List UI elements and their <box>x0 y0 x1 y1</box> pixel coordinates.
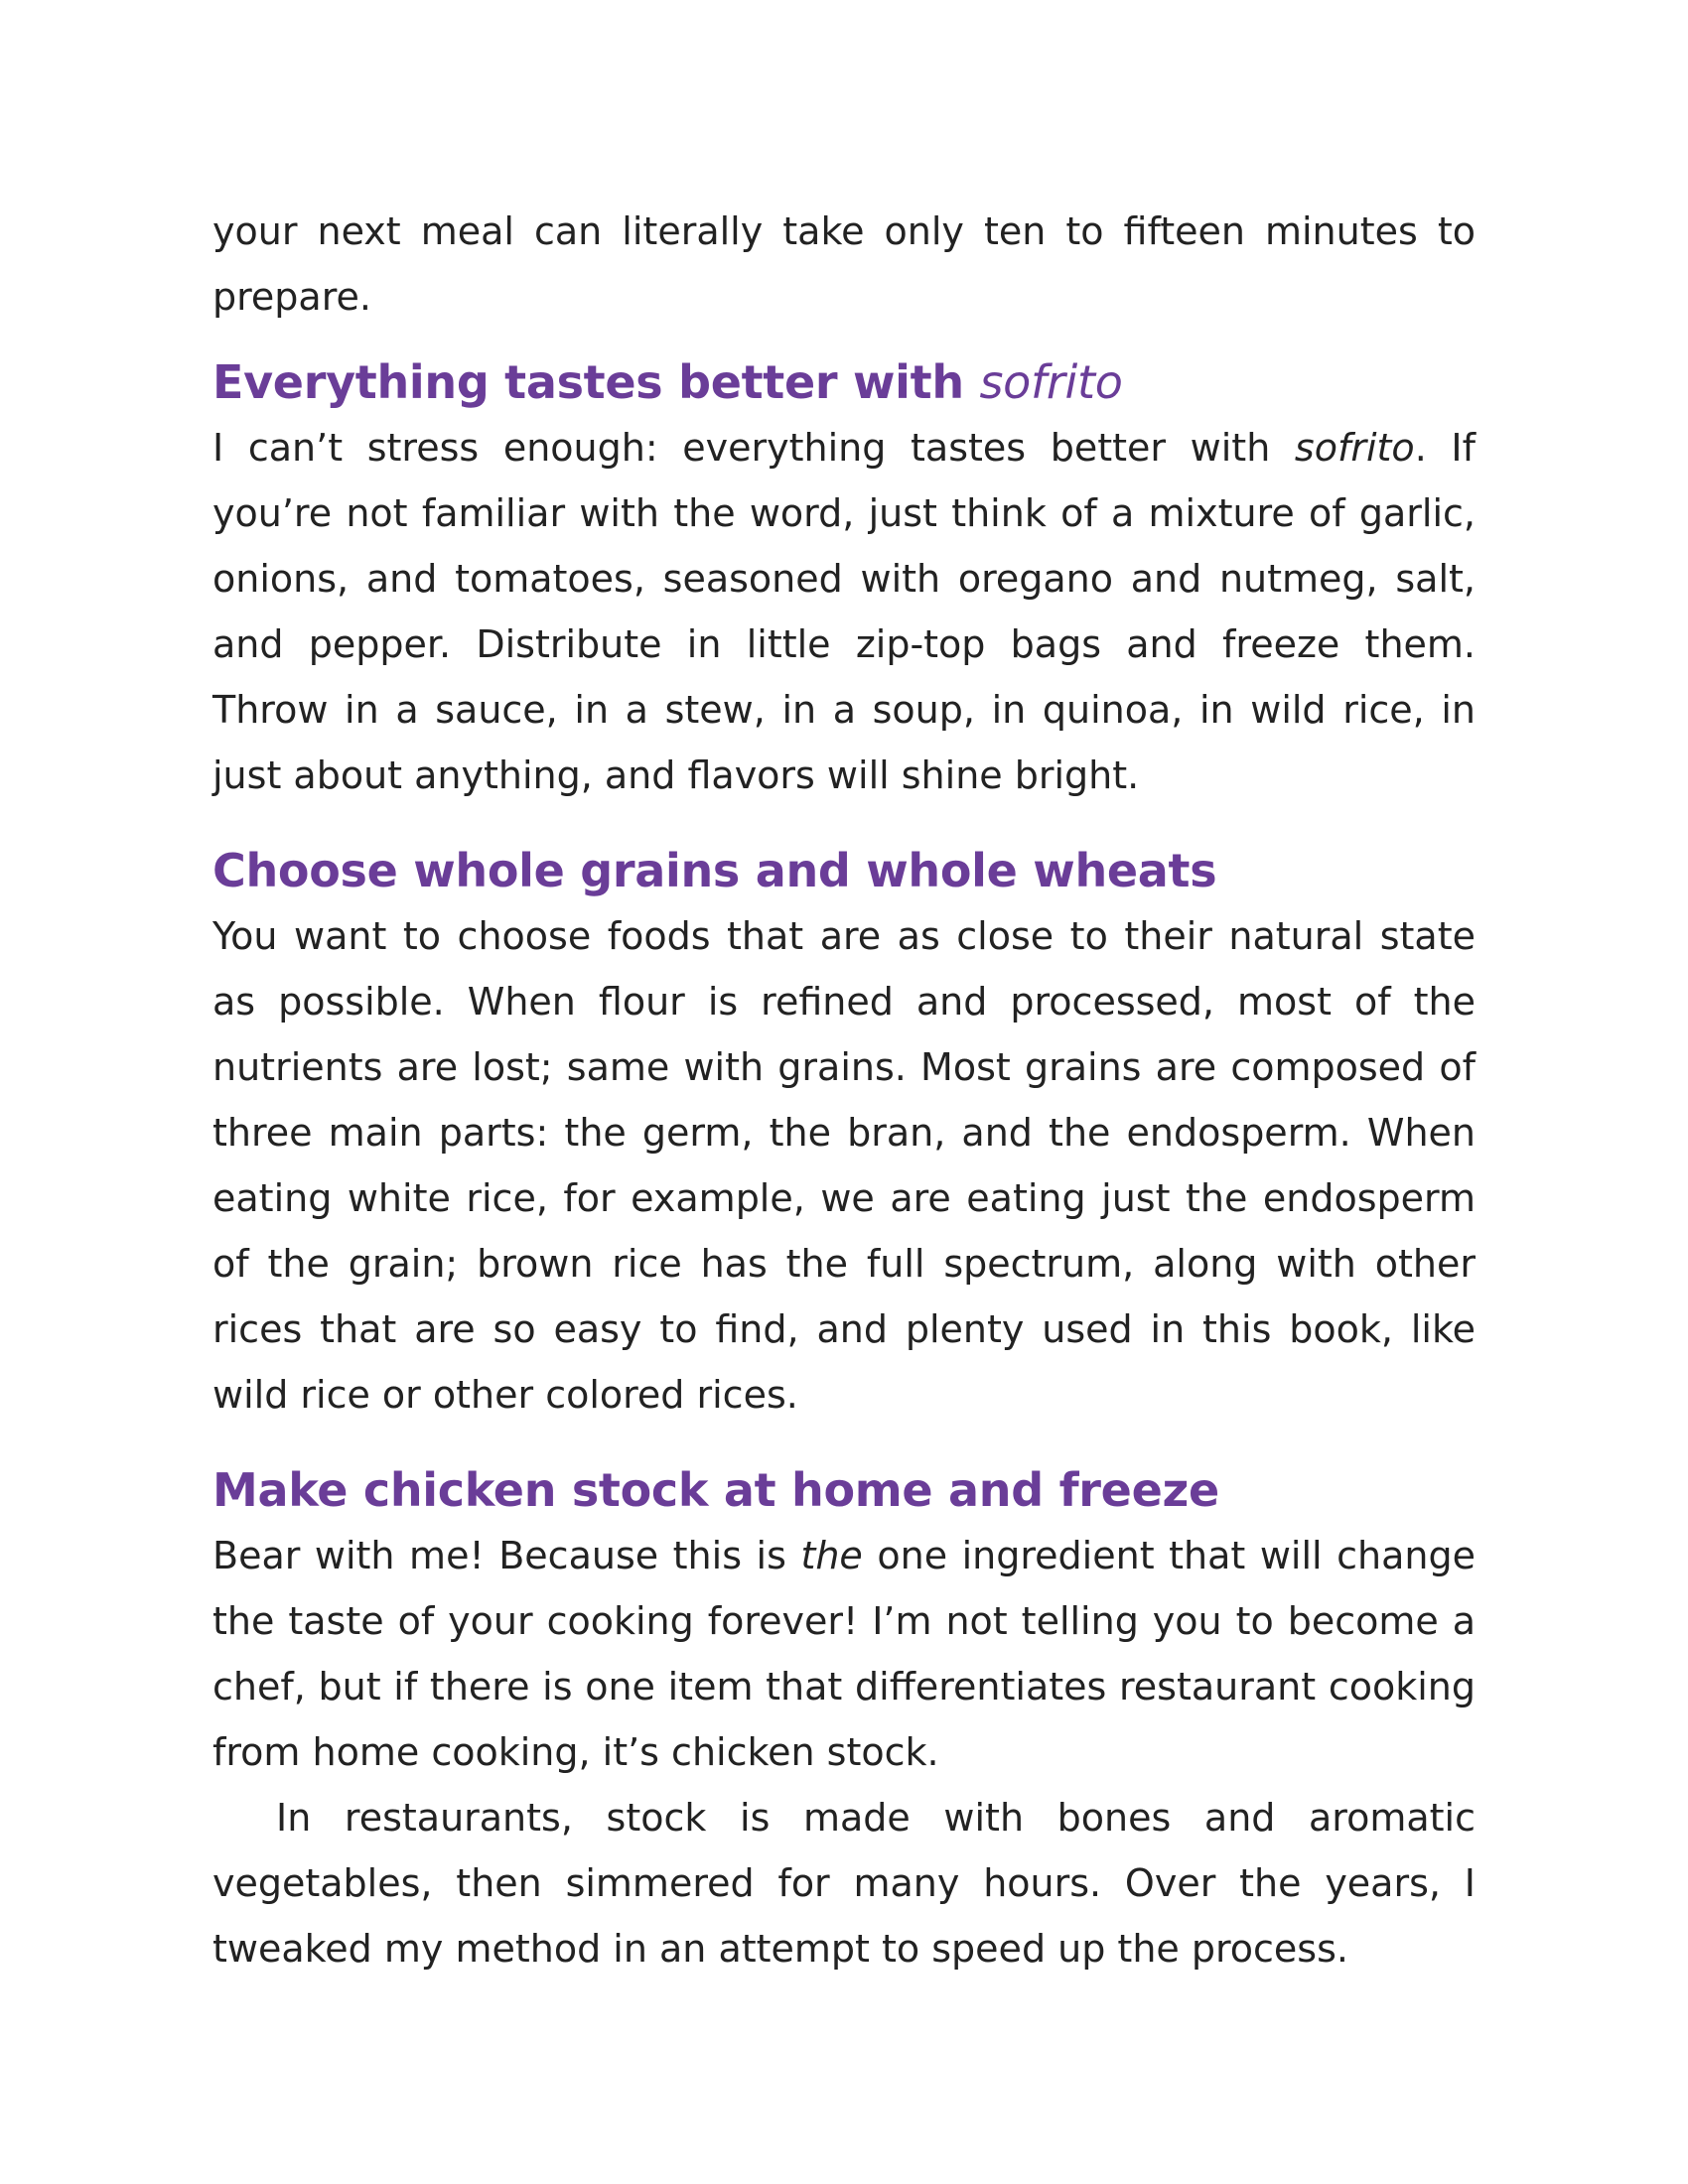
whole-grains-paragraph: You want to choose foods that are as close to their natural state as possible. When flour is refined and processed, most of the nutrients are lost; same with grains. Most grains are composed of three main parts: the germ, the bran, and the endosperm. When eating white rice, for example, we are eating just the endosperm of the grain; brown rice has the full spectrum, along with other rices that are so easy to find, and plenty used in this book, like wild rice or other colored rices. <box>212 914 1476 1417</box>
chicken-stock-text-b: one ingredient that will change the taste of your cooking forever! I’m not telling you to become a chef, but if there is one item that differentiates restaurant cooking from home cooking, it’s chicken stock. <box>212 1534 1476 1774</box>
sofrito-text-b: . If you’re not familiar with the word, just think of a mixture of garlic, onions, and tomatoes, seasoned with oregano and nutmeg, salt, and pepper. Distribute in little zip-top bags and freeze them. Throw in a sauce, in a stew, in a soup, in quinoa, in wild rice, in just about anything, and flavors will shine bright. <box>212 426 1476 797</box>
page-content <box>212 199 1476 1981</box>
heading-sofrito <box>212 349 1476 415</box>
heading-whole-grains: Choose whole grains and whole wheats <box>212 844 1217 897</box>
heading-sofrito-emphasis: sofrito <box>979 355 1123 409</box>
heading-chicken-stock: Make chicken stock at home and freeze <box>212 1463 1219 1517</box>
chicken-stock-text-emphasis: the <box>800 1534 863 1577</box>
restaurant-stock-paragraph: In restaurants, stock is made with bones and aromatic vegetables, then simmered for many hours. Over the years, I tweaked my method in an attempt to speed up the process. <box>212 1796 1476 1971</box>
heading-sofrito-main: Everything tastes better with <box>212 355 980 409</box>
intro-paragraph: your next meal can literally take only ten to fifteen minutes to prepare. <box>212 209 1476 319</box>
sofrito-text-a: I can’t stress enough: everything tastes better with <box>212 426 1295 470</box>
chicken-stock-text-a: Bear with me! Because this is <box>212 1534 801 1577</box>
chicken-stock-paragraph <box>212 1523 1476 1785</box>
sofrito-text-emphasis: sofrito <box>1294 426 1415 470</box>
sofrito-paragraph <box>212 415 1476 808</box>
